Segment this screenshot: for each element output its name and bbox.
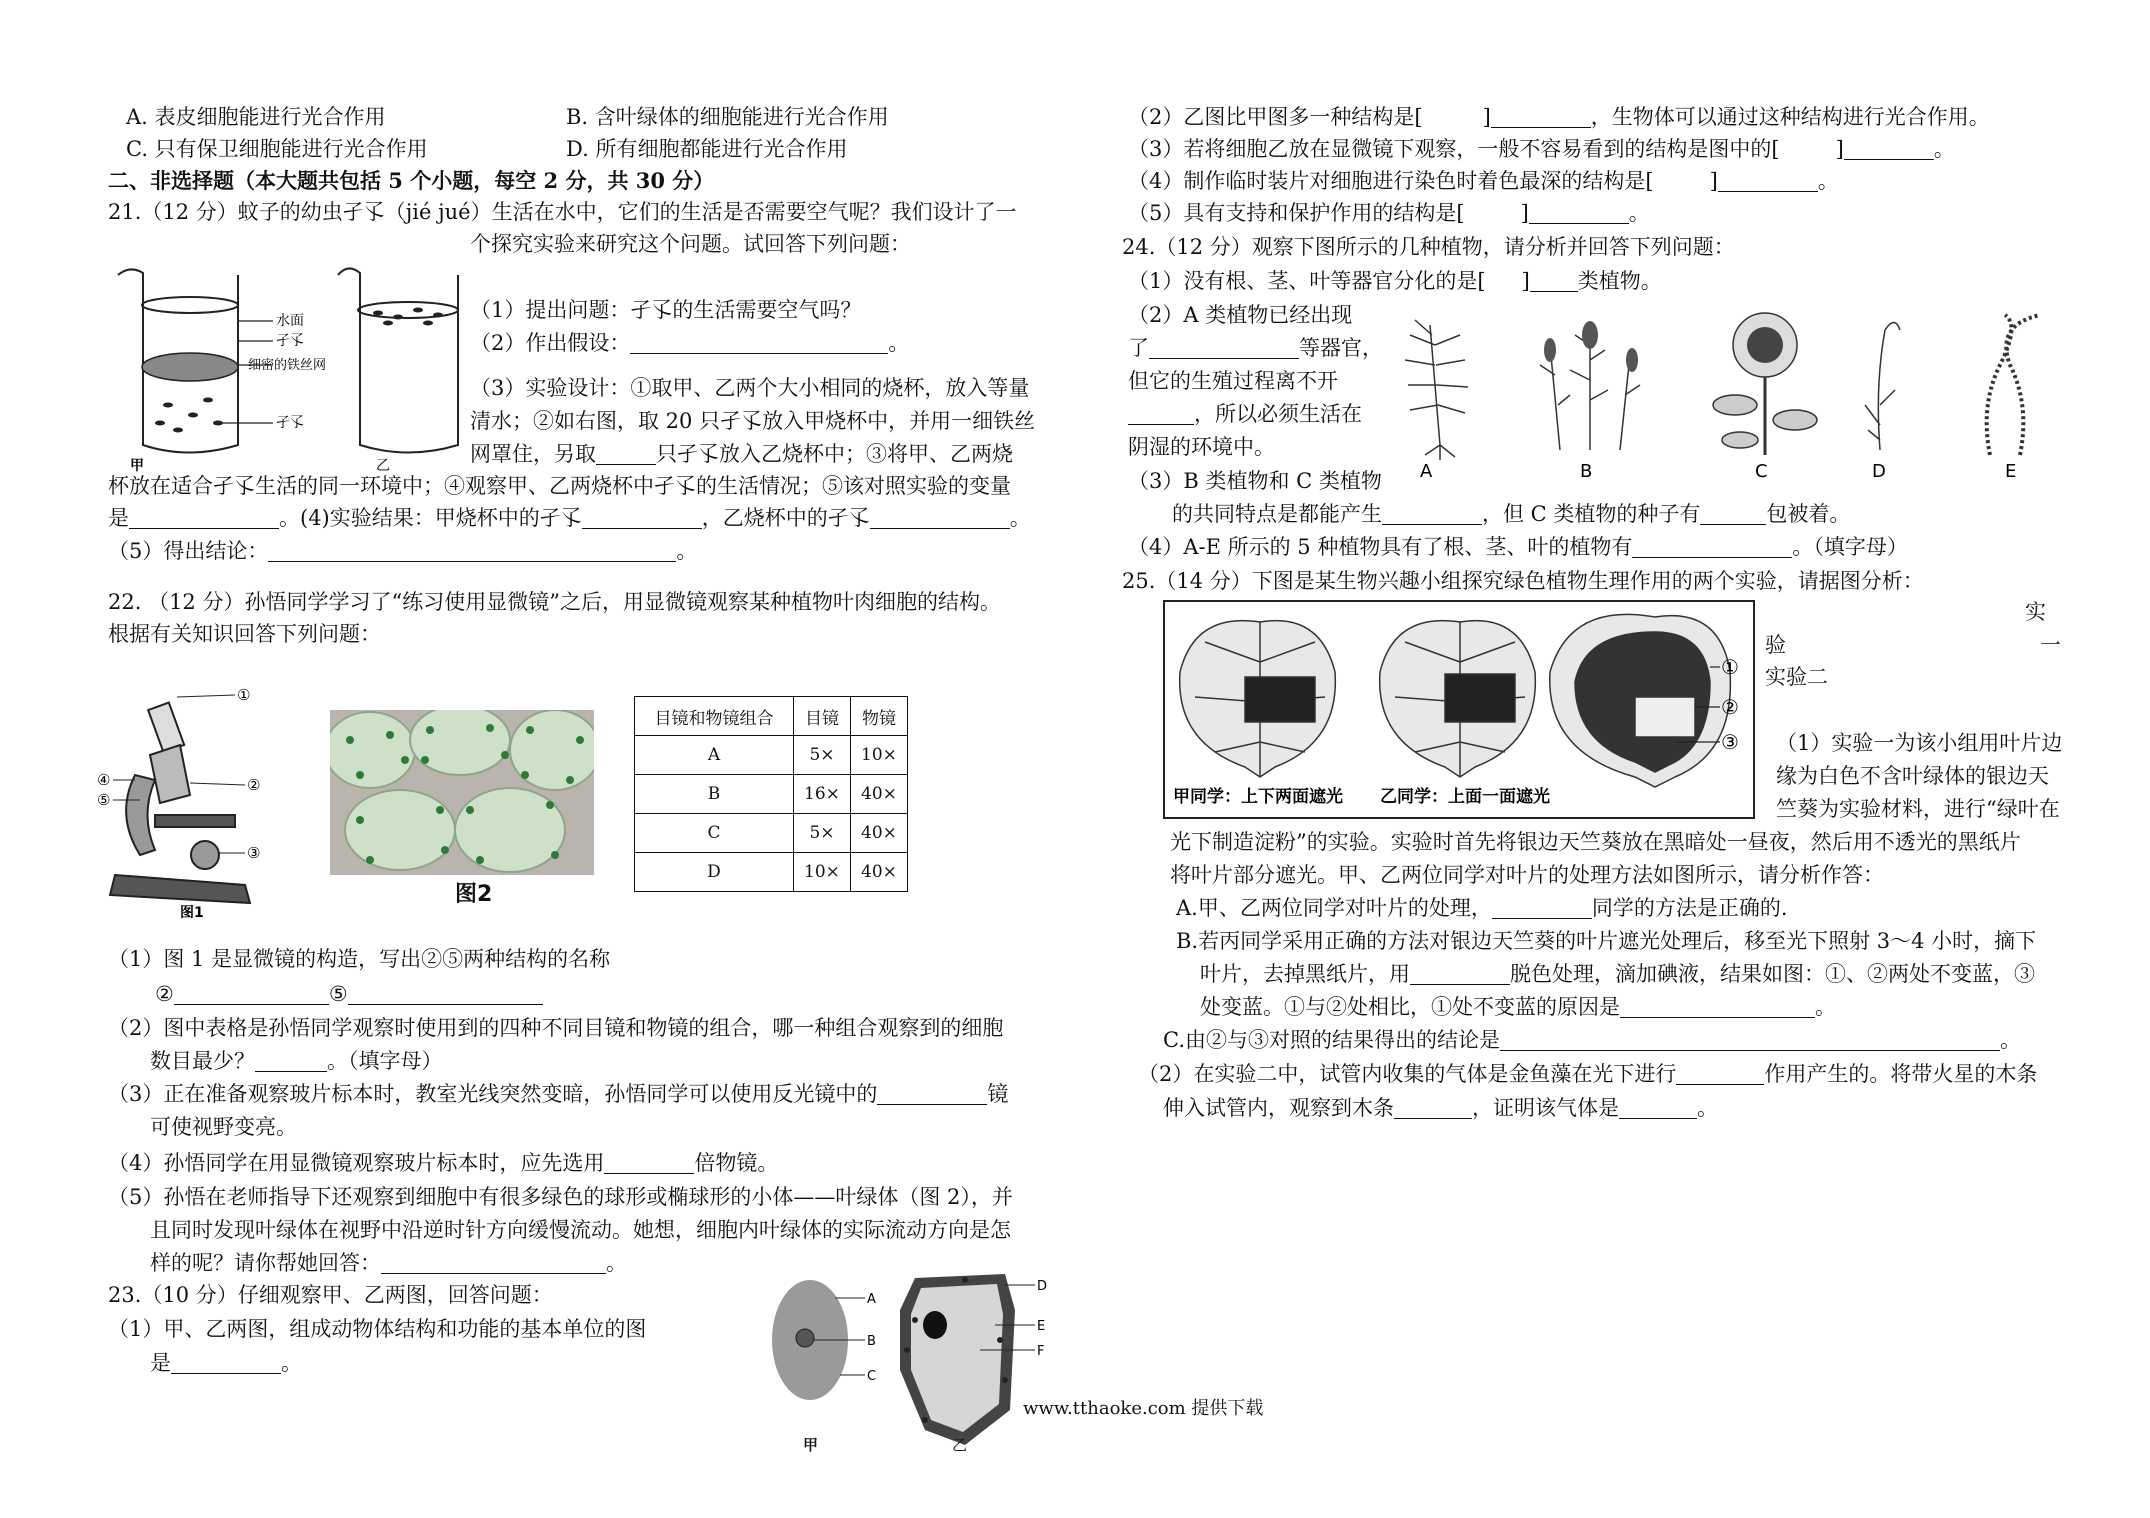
table-row xyxy=(635,736,908,775)
q23-line1: 23.（10 分）仔细观察甲、乙两图，回答问题： xyxy=(108,1283,553,1307)
table-header-row xyxy=(635,697,908,736)
table-cell: 5× xyxy=(794,736,851,775)
q25-p1-line5: 将叶片部分遮光。甲、乙两位同学对叶片的处理方法如图所示，请分析作答： xyxy=(1170,863,1884,887)
fig2-caption: 图2 xyxy=(455,882,493,907)
q24-sub2-line5: 阴湿的环境中。 xyxy=(1128,435,1275,459)
cell-label-d: D xyxy=(1037,1279,1048,1294)
q24-sub3-line1: （3）B 类植物和 C 类植物 xyxy=(1128,469,1382,493)
q23-sub5: （5）具有支持和保护作用的结构是[ ] 。 xyxy=(1128,201,1650,225)
table-cell: 40× xyxy=(851,775,908,814)
q21-part2: （2）作出假设： 。 xyxy=(470,331,910,355)
chloroplast-photo xyxy=(330,710,594,875)
q22-sub3-line2: 可使视野变亮。 xyxy=(150,1115,297,1139)
table-cell: 40× xyxy=(851,814,908,853)
beaker-jia-label: 甲 xyxy=(130,458,144,474)
q25-p1-line3: 竺葵为实验材料，进行“绿叶在 xyxy=(1776,797,2060,821)
table-cell: C xyxy=(635,814,794,853)
q23-sub4: （4）制作临时装片对细胞进行染色时着色最深的结构是[ ] 。 xyxy=(1128,169,1839,193)
q25-p2-line1: （2）在实验二中，试管内收集的气体是金鱼藻在光下进行 作用产生的。将带火星的木条 xyxy=(1138,1062,2038,1086)
table-row xyxy=(635,853,908,892)
exp1-label-c: 一 xyxy=(2040,633,2061,657)
q21-part3-line1: （3）实验设计：①取甲、乙两个大小相同的烧杯，放入等量 xyxy=(470,376,1030,400)
table-cell: 16× xyxy=(794,775,851,814)
q24-sub2-line3: 但它的生殖过程离不开 xyxy=(1128,369,1338,393)
q24-sub2-line1: （2）A 类植物已经出现 xyxy=(1128,303,1353,327)
table-row xyxy=(635,814,908,853)
q22-sub4: （4）孙悟同学在用显微镜观察玻片标本时，应先选用 倍物镜。 xyxy=(108,1151,779,1175)
table-cell: D xyxy=(635,853,794,892)
q20-option-b: B. 含叶绿体的细胞能进行光合作用 xyxy=(566,105,889,129)
q22-sub5-line3: 样的呢？请你帮她回答： 。 xyxy=(150,1251,627,1275)
q22-sub3-line1: （3）正在准备观察玻片标本时，教室光线突然变暗，孙悟同学可以使用反光镜中的 镜 xyxy=(108,1082,1009,1106)
q25-pB-line3: 处变蓝。①与②处相比，①处不变蓝的原因是 。 xyxy=(1200,995,1836,1019)
q23-sub1-line2: 是 。 xyxy=(150,1351,302,1375)
q24-sub2-line4: ，所以必须生活在 xyxy=(1128,399,1362,429)
larva-label-top: 孑孓 xyxy=(276,333,304,349)
q23-sub2: （2）乙图比甲图多一种结构是[ ] ，生物体可以通过这种结构进行光合作用。 xyxy=(1128,105,1990,129)
q24-sub4: （4）A-E 所示的 5 种植物具有了根、茎、叶的植物有 。（填字母） xyxy=(1128,535,1908,559)
plant-cell-label: 乙 xyxy=(952,1436,968,1454)
fig1-caption: 图1 xyxy=(180,905,204,920)
q21-part3-line3: 网罩住，另取 只孑孓放入乙烧杯中；③将甲、乙两烧 xyxy=(470,442,1013,466)
q21-part5: （5）得出结论： 。 xyxy=(108,539,698,563)
leaf-mark-1: ① xyxy=(1721,655,1739,679)
plant-label-a: A xyxy=(1420,461,1433,480)
larva-label-bottom: 孑孓 xyxy=(276,415,304,431)
q24-sub2-line2: 了 等器官， xyxy=(1128,336,1383,360)
leaf-mark-2: ② xyxy=(1721,695,1739,719)
table-cell: 5× xyxy=(794,814,851,853)
table-cell: A xyxy=(635,736,794,775)
leaf-mark-3: ③ xyxy=(1721,730,1739,754)
q25-pB-line2: 叶片，去掉黑纸片，用 脱色处理，滴加碘液，结果如图：①、②两处不变蓝，③ xyxy=(1200,962,2035,986)
water-surface-label: 水面 xyxy=(276,313,304,329)
caption-student-yi: 乙同学：上面一面遮光 xyxy=(1380,787,1550,807)
table-header-objective: 物镜 xyxy=(851,697,908,736)
mark-5: ⑤ xyxy=(97,791,111,809)
table-cell: B xyxy=(635,775,794,814)
q25-pA: A.甲、乙两位同学对叶片的处理， 同学的方法是正确的. xyxy=(1176,896,1788,920)
beaker-figure xyxy=(108,255,468,475)
q23-sub1-line1: （1）甲、乙两图，组成动物体结构和功能的基本单位的图 xyxy=(108,1317,647,1341)
mark-4: ④ xyxy=(97,771,111,789)
q25-p1-line2: 缘为白色不含叶绿体的银边天 xyxy=(1776,764,2049,788)
q22-sub1: （1）图 1 是显微镜的构造，写出②⑤两种结构的名称 xyxy=(108,947,611,971)
table-cell: 10× xyxy=(794,853,851,892)
q21-part3-line4: 杯放在适合孑孓生活的同一环境中；④观察甲、乙两烧杯中孑孓的生活情况；⑤该对照实验的变量 xyxy=(108,474,1011,498)
q22-sub5-line2: 且同时发现叶绿体在视野中沿逆时针方向缓慢流动。她想，细胞内叶绿体的实际流动方向是怎 xyxy=(150,1218,1011,1242)
footer-source: www.tthaoke.com 提供下载 xyxy=(1023,1398,1264,1419)
mark-3: ③ xyxy=(247,844,261,862)
q24-line1: 24.（12 分）观察下图所示的几种植物，请分析并回答下列问题： xyxy=(1122,235,1735,259)
q22-sub2-line2: 数目最少？ 。（填字母） xyxy=(150,1049,443,1073)
q21-part3-line5: 是 。(4)实验结果：甲烧杯中的孑孓 ，乙烧杯中的孑孓 。 xyxy=(108,506,1031,530)
q22-line1: 22. （12 分）孙悟同学学习了“练习使用显微镜”之后，用显微镜观察某种植物叶肉细胞的结构。 xyxy=(108,590,1001,614)
plant-label-c: C xyxy=(1755,461,1768,480)
q22-sub2-line1: （2）图中表格是孙悟同学观察时使用到的四种不同目镜和物镜的组合，哪一种组合观察到的细胞 xyxy=(108,1016,1004,1040)
q23-sub3: （3）若将细胞乙放在显微镜下观察，一般不容易看到的结构是图中的[ ] 。 xyxy=(1128,137,1955,161)
q20-option-a: A. 表皮细胞能进行光合作用 xyxy=(126,105,386,129)
wire-net-label: 细密的铁丝网 xyxy=(248,358,327,373)
q21-line1: 21.（12 分）蚊子的幼虫孑孓（jié jué）生活在水中，它们的生活是否需要空气呢？我们设计了一 xyxy=(108,200,1017,224)
caption-student-jia: 甲同学：上下两面遮光 xyxy=(1173,787,1343,807)
beaker-yi-label: 乙 xyxy=(376,458,390,474)
plant-label-e: E xyxy=(2005,461,2017,480)
q20-option-c: C. 只有保卫细胞能进行光合作用 xyxy=(126,137,428,161)
lens-table xyxy=(634,696,908,892)
table-row xyxy=(635,775,908,814)
cell-label-b: B xyxy=(867,1334,876,1349)
section-2-heading: 二、非选择题（本大题共包括 5 个小题，每空 2 分，共 30 分） xyxy=(108,168,715,193)
q25-p1-line1: （1）实验一为该小组用叶片边 xyxy=(1776,731,2063,755)
q25-p2-line2: 伸入试管内，观察到木条 ，证明该气体是 。 xyxy=(1163,1096,1718,1120)
leaf-experiment-figure xyxy=(1163,600,1755,819)
exp1-label-b: 验 xyxy=(1765,633,1786,657)
mark-2: ② xyxy=(247,776,261,794)
q20-option-d: D. 所有细胞都能进行光合作用 xyxy=(566,137,848,161)
plant-label-b: B xyxy=(1580,461,1593,480)
table-cell: 40× xyxy=(851,853,908,892)
microscope-figure xyxy=(95,685,275,920)
q21-line2: 个探究实验来研究这个问题。试回答下列问题： xyxy=(470,232,911,256)
q22-line2: 根据有关知识回答下列问题： xyxy=(108,622,381,646)
q24-sub3-line2: 的共同特点是都能产生 ，但 C 类植物的种子有 包被着。 xyxy=(1172,502,1851,526)
cell-label-a: A xyxy=(867,1292,876,1307)
cell-label-c: C xyxy=(867,1369,877,1384)
table-header-combo: 目镜和物镜组合 xyxy=(635,697,794,736)
exp2-label: 实验二 xyxy=(1765,665,1828,689)
q24-sub1: （1）没有根、茎、叶等器官分化的是[ ] 类植物。 xyxy=(1128,269,1662,293)
q21-part1: （1）提出问题：孑孓的生活需要空气吗？ xyxy=(470,298,862,322)
q25-pB-line1: B.若丙同学采用正确的方法对银边天竺葵的叶片遮光处理后，移至光下照射 3～4 小时，摘下 xyxy=(1176,929,2037,953)
cell-label-f: F xyxy=(1037,1344,1045,1359)
q25-pC: C.由②与③对照的结果得出的结论是 。 xyxy=(1163,1028,2021,1052)
q25-line1: 25.（14 分）下图是某生物兴趣小组探究绿色植物生理作用的两个实验，请据图分析： xyxy=(1122,569,1924,593)
plants-figure xyxy=(1380,305,2080,480)
table-cell: 10× xyxy=(851,736,908,775)
q25-p1-line4: 光下制造淀粉”的实验。实验时首先将银边天竺葵放在黑暗处一昼夜，然后用不透光的黑纸片 xyxy=(1170,830,2021,854)
mark-1: ① xyxy=(237,686,251,704)
q22-sub5-line1: （5）孙悟在老师指导下还观察到细胞中有很多绿色的球形或椭球形的小体——叶绿体（图 2），并 xyxy=(108,1185,1013,1209)
animal-cell-label: 甲 xyxy=(803,1436,819,1454)
table-header-eyepiece: 目镜 xyxy=(794,697,851,736)
exp1-label-a: 实 xyxy=(2025,600,2046,624)
q22-sub1-blanks: ② ⑤ xyxy=(155,979,543,1009)
q21-part3-line2: 清水；②如右图，取 20 只孑孓放入甲烧杯中，并用一细铁丝 xyxy=(470,409,1036,433)
plant-label-d: D xyxy=(1872,461,1886,480)
cell-label-e: E xyxy=(1037,1319,1046,1334)
